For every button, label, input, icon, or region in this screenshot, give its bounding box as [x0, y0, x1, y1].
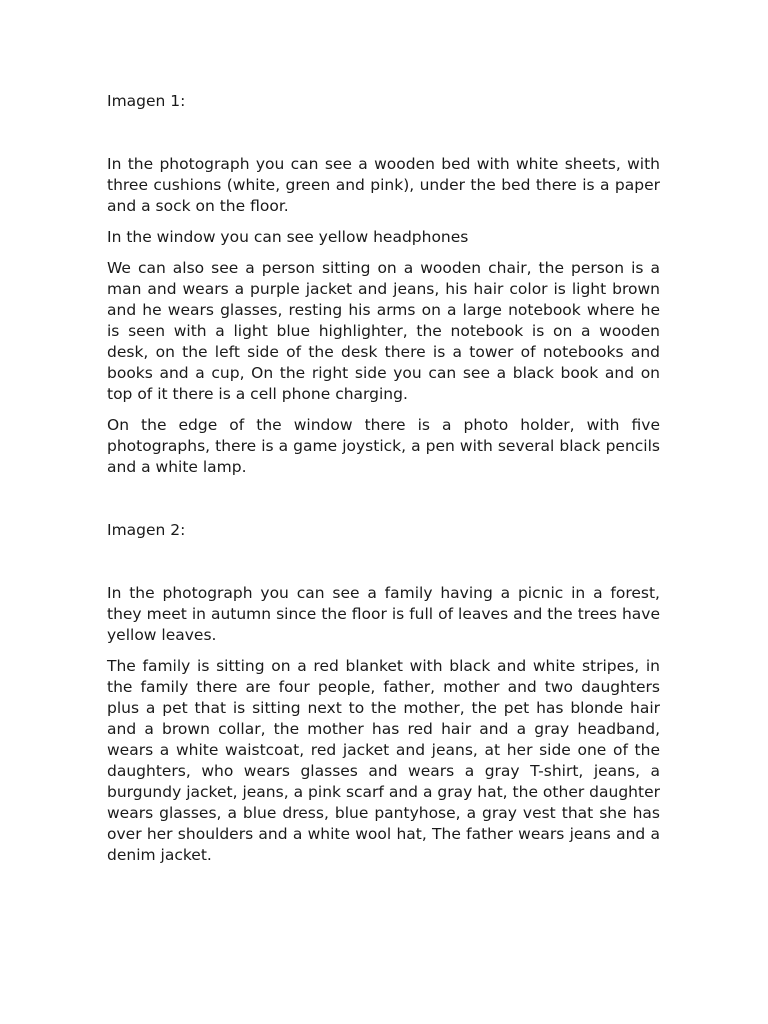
- paragraph-picnic-description: In the photograph you can see a family having a picnic in a forest, they meet in autumn since the floor is full of leaves and the trees have yellow leaves.: [107, 584, 660, 644]
- paragraph-window-headphones: In the window you can see yellow headphones: [107, 228, 469, 246]
- paragraph-window-edge: On the edge of the window there is a photo holder, with five photographs, there is a game joystick, a pen with several black pencils and a white lamp.: [107, 416, 660, 476]
- section-heading-imagen-1: Imagen 1:: [107, 92, 186, 110]
- spacer: [107, 488, 660, 520]
- document-page: [107, 91, 660, 876]
- paragraph-bed-description: In the photograph you can see a wooden bed with white sheets, with three cushions (white, green and pink), under the bed there is a paper and a sock on the floor.: [107, 155, 660, 215]
- paragraph-family-description: The family is sitting on a red blanket with black and white stripes, in the family there are four people, father, mother and two daughters plus a pet that is sitting next to the mother, the pet has blonde hair and a brown collar, the mother has red hair and a gray headband, wears a white waistcoat, red jacket and jeans, at her side one of the daughters, who wears glasses and wears a gray T-shirt, jeans, a burgundy jacket, jeans, a pink scarf and a gray hat, the other daughter wears glasses, a blue dress, blue pantyhose, a gray vest that she has over her shoulders and a white wool hat, The father wears jeans and a denim jacket.: [107, 657, 660, 864]
- paragraph-person-description: We can also see a person sitting on a wooden chair, the person is a man and wears a purple jacket and jeans, his hair color is light brown and he wears glasses, resting his arms on a large notebook where he is seen with a light blue highlighter, the notebook is on a wooden desk, on the left side of the desk there is a tower of notebooks and books and a cup, On the right side you can see a black book and on top of it there is a cell phone charging.: [107, 259, 660, 403]
- section-heading-imagen-2: Imagen 2:: [107, 521, 186, 539]
- spacer: [107, 541, 660, 583]
- spacer: [107, 112, 660, 154]
